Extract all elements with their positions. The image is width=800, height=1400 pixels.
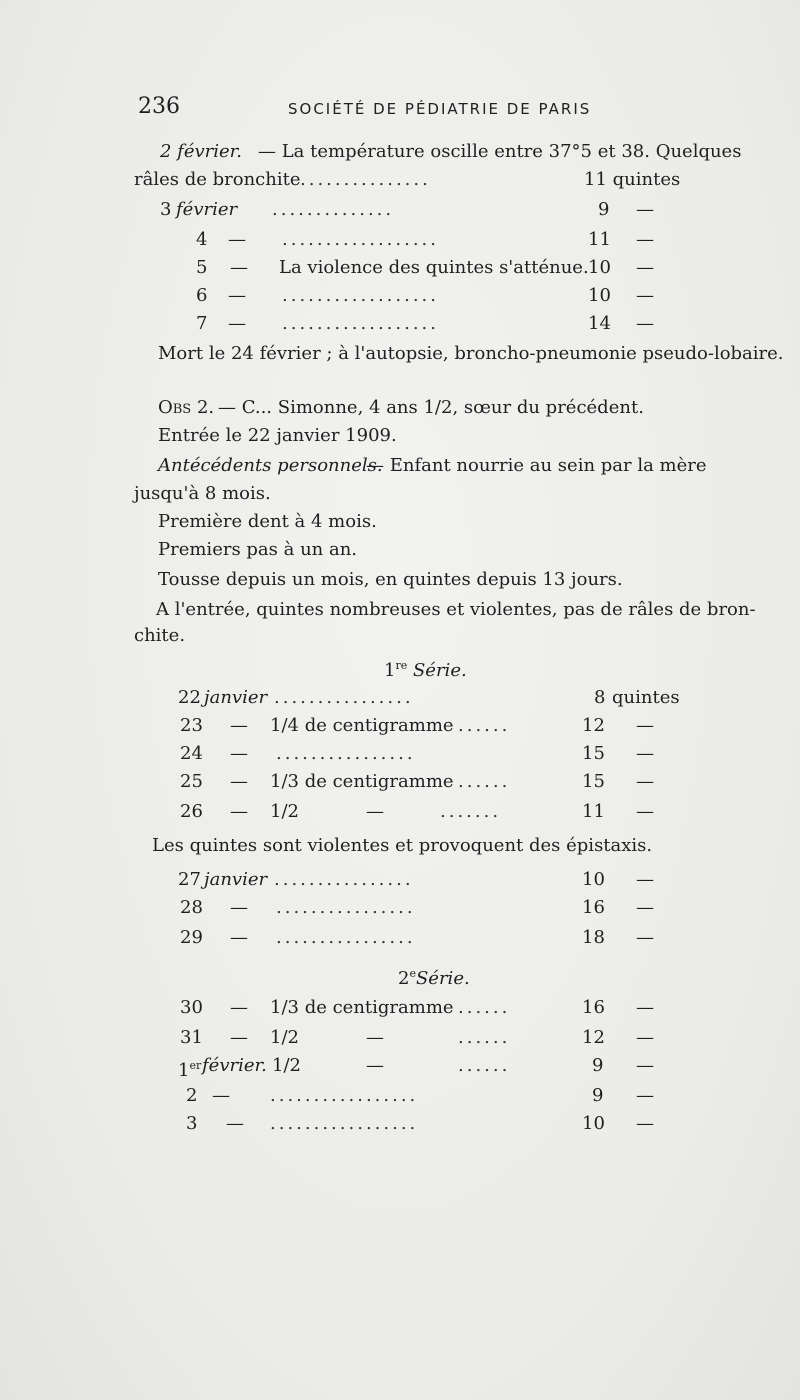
page-header [138, 94, 658, 124]
row-unit: — [636, 997, 654, 1018]
obs2-antecedents-cont-line [0, 480, 800, 508]
obs2-entry-line [0, 422, 800, 450]
row-day: 2 [186, 1085, 198, 1106]
row-day: 24 [180, 743, 203, 764]
series2-label: Série. [415, 968, 470, 989]
row-count: 16 [582, 997, 605, 1018]
row-month: — [230, 715, 248, 736]
row-month: — [228, 285, 246, 306]
row-day: 3 [160, 199, 172, 220]
row-dose-ditto: — [366, 1027, 384, 1048]
leader-dots: ...... [458, 715, 511, 736]
obs1-rales-value: 11 quintes [584, 169, 681, 190]
row-count: 8 [594, 687, 606, 708]
row-count: 16 [582, 897, 605, 918]
obs1-death [0, 340, 800, 368]
row-month: — [230, 257, 248, 278]
series1-row [0, 894, 800, 922]
row-unit: — [636, 801, 654, 822]
row-month: janvier [204, 687, 268, 708]
series1-row [0, 798, 800, 826]
row-day: 30 [180, 997, 203, 1018]
row-day: 29 [180, 927, 203, 948]
series2-row [0, 1110, 800, 1138]
obs2-first-tooth-line [0, 508, 800, 536]
leader-dots: ...... [458, 997, 511, 1018]
row-month: — [230, 1027, 248, 1048]
row-note: La violence des quintes s'atténue. [279, 257, 589, 278]
row-count: 12 [582, 715, 605, 736]
row-unit: — [636, 771, 654, 792]
row-day: 28 [180, 897, 203, 918]
obs2-entry: Entrée le 22 janvier 1909. [158, 425, 397, 446]
row-month: — [228, 313, 246, 334]
obs1-row [0, 282, 800, 310]
leader-dots: ................ [276, 743, 416, 764]
obs1-row [0, 196, 800, 224]
row-month: — [230, 997, 248, 1018]
row-day: 31 [180, 1027, 203, 1048]
row-dose-ditto: — [366, 1055, 384, 1076]
series1-note: Les quintes sont violentes et provoquent des épistaxis. [152, 835, 653, 856]
leader-dots: .................. [282, 313, 439, 334]
row-day: 26 [180, 801, 203, 822]
leader-dots: ....... [440, 801, 502, 822]
obs1-line-1 [0, 138, 800, 166]
leader-dots: .............. [272, 199, 395, 220]
leader-dots: ............... [300, 169, 431, 190]
obs2-title-text: — C... Simonne, 4 ans 1/2, sœur du précédent. [218, 397, 644, 418]
obs1-death-text: Mort le 24 février ; à l'autopsie, broncho-pneumonie pseudo-lobaire. [158, 343, 784, 364]
leader-dots: ................ [276, 927, 416, 948]
row-dash: — [636, 313, 654, 334]
obs2-first-steps-line [0, 536, 800, 564]
obs2-admission: A l'entrée, quintes nombreuses et violentes, pas de râles de bron- [156, 599, 756, 620]
series1-row [0, 712, 800, 740]
row-count: 10 [588, 257, 611, 278]
row-day-with-suffix [178, 1052, 201, 1085]
row-unit: — [636, 869, 654, 890]
row-dose: 1/3 de centigramme [270, 997, 454, 1018]
obs2-first-tooth: Première dent à 4 mois. [158, 511, 377, 532]
row-day: 4 [196, 229, 208, 250]
page-number: 236 [138, 94, 180, 119]
row-month: — [228, 229, 246, 250]
series2-row [0, 1024, 800, 1052]
row-count: 9 [592, 1055, 604, 1076]
leader-dots: .................. [282, 285, 439, 306]
row-dose: 1/3 de centigramme [270, 771, 454, 792]
obs2-antecedents-cont: jusqu'à 8 mois. [134, 483, 271, 504]
row-month: février. [202, 1055, 267, 1076]
obs2-antecedents-label: Antécédents personnels. [158, 455, 383, 476]
row-count: 10 [588, 285, 611, 306]
row-month: février [176, 199, 238, 220]
row-unit: — [636, 1113, 654, 1134]
series2-heading-text [398, 960, 470, 993]
row-count: 15 [582, 743, 605, 764]
series1-label: Série. [412, 660, 467, 681]
series1-row [0, 866, 800, 894]
row-count: 18 [582, 927, 605, 948]
obs2-antecedents-text: — Enfant nourrie au sein par la mère [366, 455, 707, 476]
row-dash: — [636, 229, 654, 250]
row-unit: — [636, 715, 654, 736]
row-day: 7 [196, 313, 208, 334]
series1-number-suffix: re [395, 659, 408, 672]
row-unit: quintes [612, 687, 680, 708]
series2-row [0, 1052, 800, 1080]
leader-dots: ...... [458, 1055, 511, 1076]
leader-dots: ................ [274, 687, 414, 708]
row-dose: 1/4 de centigramme [270, 715, 454, 736]
row-month: — [230, 927, 248, 948]
row-unit: — [636, 1085, 654, 1106]
row-day: 23 [180, 715, 203, 736]
row-count: 12 [582, 1027, 605, 1048]
row-count: 11 [582, 801, 605, 822]
row-month: janvier [204, 869, 268, 890]
row-unit: — [636, 927, 654, 948]
row-day: 3 [186, 1113, 198, 1134]
row-month: — [230, 801, 248, 822]
row-day: 6 [196, 285, 208, 306]
leader-dots: ................. [270, 1113, 419, 1134]
leader-dots: ...... [458, 771, 511, 792]
row-count: 14 [588, 313, 611, 334]
series1-heading [0, 652, 800, 680]
obs2-antecedents-line [0, 452, 800, 480]
obs2-cough: Tousse depuis un mois, en quintes depuis 13 jours. [158, 569, 623, 590]
row-unit: — [636, 1027, 654, 1048]
leader-dots: ................ [274, 869, 414, 890]
row-dose: 1/2 [272, 1055, 301, 1076]
series1-row [0, 924, 800, 952]
obs1-row [0, 254, 800, 282]
series2-number-suffix: e [409, 967, 416, 980]
series2-number: 2 [398, 968, 410, 989]
row-count: 11 [588, 229, 611, 250]
obs1-rales-label: râles de bronchite [134, 169, 301, 190]
row-day: 22 [178, 687, 201, 708]
obs2-title [0, 394, 800, 422]
running-title: SOCIÉTÉ DE PÉDIATRIE DE PARIS [288, 100, 592, 118]
row-count: 10 [582, 1113, 605, 1134]
obs1-row [0, 310, 800, 338]
row-month: — [226, 1113, 244, 1134]
series1-heading-text [384, 652, 467, 685]
row-day: 25 [180, 771, 203, 792]
row-month: — [230, 897, 248, 918]
row-month: — [230, 771, 248, 792]
obs2-admission-cont-line [0, 622, 800, 650]
row-month: — [212, 1085, 230, 1106]
obs1-temperature-text: — La température oscille entre 37°5 et 38. Quelques [258, 141, 742, 162]
leader-dots: .................. [282, 229, 439, 250]
obs1-line-2 [0, 166, 800, 194]
row-month: — [230, 743, 248, 764]
obs2-title-prefix: Obs 2. [158, 397, 215, 418]
row-dash: — [636, 199, 654, 220]
obs2-first-steps: Premiers pas à un an. [158, 539, 358, 560]
series1-row [0, 768, 800, 796]
series2-heading [0, 960, 800, 988]
row-unit: — [636, 897, 654, 918]
row-day-suffix: er [189, 1059, 202, 1072]
leader-dots: ................ [276, 897, 416, 918]
row-unit: — [636, 743, 654, 764]
series2-row [0, 1082, 800, 1110]
leader-dots: ................. [270, 1085, 419, 1106]
obs1-row [0, 226, 800, 254]
series2-row [0, 994, 800, 1022]
obs1-date: 2 février. [160, 141, 243, 162]
series1-row [0, 740, 800, 768]
row-unit: — [636, 1055, 654, 1076]
series1-note-line [0, 832, 800, 860]
row-dose-ditto: — [366, 801, 384, 822]
row-dash: — [636, 257, 654, 278]
series1-row [0, 684, 800, 712]
obs2-cough-line [0, 566, 800, 594]
row-day: 27 [178, 869, 201, 890]
row-day: 5 [196, 257, 208, 278]
row-dose: 1/2 [270, 1027, 299, 1048]
obs2-admission-line [0, 596, 800, 624]
row-dose: 1/2 [270, 801, 299, 822]
row-count: 9 [592, 1085, 604, 1106]
series1-number: 1 [384, 660, 396, 681]
leader-dots: ...... [458, 1027, 511, 1048]
row-day: 1 [178, 1060, 190, 1081]
obs2-admission-cont: chite. [134, 625, 186, 646]
row-count: 9 [598, 199, 610, 220]
row-count: 15 [582, 771, 605, 792]
row-dash: — [636, 285, 654, 306]
row-count: 10 [582, 869, 605, 890]
